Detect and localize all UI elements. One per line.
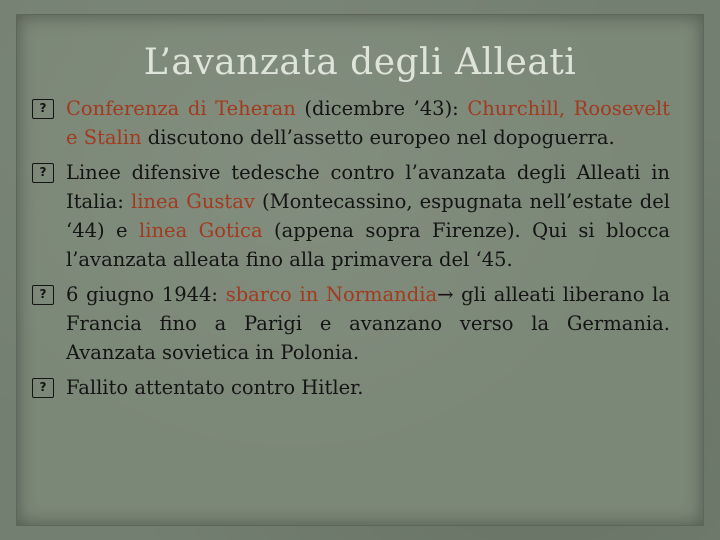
body-text: 6 giugno 1944: [66, 283, 226, 306]
bullet-item-teheran [30, 94, 670, 152]
bullet-item-attentato [30, 373, 670, 402]
body-text: discutono dell’assetto europeo nel dopoguerra. [141, 126, 615, 149]
bullet-item-linee-difensive [30, 158, 670, 274]
highlight-text: Conferenza di Teheran [66, 97, 296, 120]
body-text: (Montecassino, espugnata nell’estate del ‘44) e [66, 190, 670, 242]
bullet-icon: ? [32, 378, 54, 398]
bullet-icon: ? [32, 99, 54, 119]
bullet-icon: ? [32, 163, 54, 183]
body-text: (dicembre ’43): [295, 97, 468, 120]
body-text: Linee difensive tedesche contro l’avanzata degli Alleati in Italia: [66, 161, 670, 213]
body-text: → gli alleati liberano la Francia fino a Parigi e avanzano verso la Germania. Avanzata sovietica in Polonia. [66, 283, 671, 364]
body-text: Fallito attentato contro Hitler. [66, 376, 364, 399]
highlight-text: linea Gustav [130, 190, 255, 213]
highlight-text: Churchill, Roosevelt e Stalin [66, 97, 670, 149]
slide-title: L’avanzata degli Alleati [143, 42, 577, 83]
bullet-list [30, 94, 670, 408]
bullet-item-normandia [30, 280, 670, 367]
body-text: (appena sopra Firenze). Qui si blocca l’avanzata alleata fino alla primavera del ‘45. [66, 219, 670, 271]
highlight-text: sbarco in Normandia [225, 283, 438, 306]
highlight-text: linea Gotica [139, 219, 263, 242]
bullet-icon: ? [32, 285, 54, 305]
